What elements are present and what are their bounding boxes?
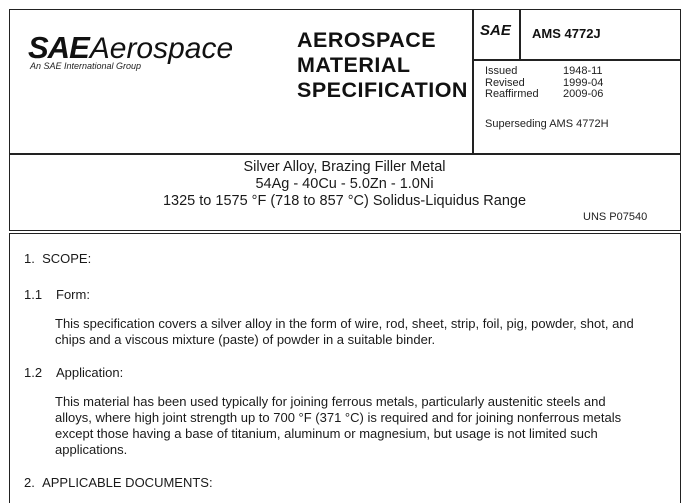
date-label: Issued bbox=[485, 65, 518, 77]
date-value: 2009-06 bbox=[563, 88, 604, 100]
paragraph-line: applications. bbox=[55, 442, 128, 457]
section-heading-form bbox=[24, 286, 90, 303]
section-number: 2. bbox=[24, 475, 35, 490]
section-number: 1.1 bbox=[24, 287, 43, 302]
header-divider bbox=[472, 9, 474, 155]
date-label: Revised bbox=[485, 76, 525, 89]
date-row-issued bbox=[485, 66, 603, 78]
section-title: Form: bbox=[56, 287, 90, 302]
uns-number: UNS P07540 bbox=[583, 211, 648, 223]
range-line: 1325 to 1575 °F (718 to 857 °C) Solidus-Liquidus Range bbox=[162, 193, 527, 209]
section-number: 1. bbox=[24, 251, 35, 266]
section-title: SCOPE: bbox=[42, 251, 92, 266]
section-title: Application: bbox=[56, 365, 124, 380]
paragraph-line: chips and a viscous mixture (paste) of powder in a suitable binder. bbox=[55, 332, 436, 347]
date-row-reaffirmed bbox=[485, 89, 603, 101]
sae-small-logo: SAE bbox=[480, 22, 511, 39]
section-heading-documents bbox=[24, 474, 213, 491]
date-label: Reaffirmed bbox=[485, 88, 539, 100]
section-heading-scope bbox=[24, 250, 91, 267]
paragraph-line: This specification covers a silver alloy in the form of wire, rod, sheet, strip, foil, pig, powder, shot, and bbox=[55, 316, 634, 331]
ams-number: AMS 4772J bbox=[532, 26, 601, 41]
spec-title-line: AEROSPACE bbox=[297, 28, 437, 52]
logo-aerospace-text: Aerospace bbox=[89, 32, 234, 65]
material-title: Silver Alloy, Brazing Filler Metal bbox=[243, 159, 446, 175]
date-value: 1948-11 bbox=[563, 65, 603, 77]
paragraph-line: except those having a base of titanium, aluminum or magnesium, but usage is not limited such bbox=[55, 426, 598, 441]
spec-title-line: SPECIFICATION bbox=[297, 78, 468, 102]
logo-sae-text: SAE bbox=[28, 30, 89, 65]
spec-type-title bbox=[297, 28, 468, 103]
header-row-divider bbox=[472, 59, 681, 61]
header-logo-divider bbox=[519, 9, 521, 60]
date-value: 1999-04 bbox=[563, 76, 604, 89]
logo-subtitle: An SAE International Group bbox=[30, 61, 142, 71]
composition-line: 54Ag - 40Cu - 5.0Zn - 1.0Ni bbox=[255, 176, 434, 192]
section-title: APPLICABLE DOCUMENTS: bbox=[42, 475, 213, 490]
paragraph-line: alloys, where high joint strength up to 700 °F (371 °C) is required and for joining nonferrous metals bbox=[55, 410, 622, 425]
section-heading-application bbox=[24, 364, 123, 381]
section-number: 1.2 bbox=[24, 365, 43, 380]
date-block bbox=[485, 66, 603, 101]
superseding-note: Superseding AMS 4772H bbox=[485, 118, 609, 130]
spec-title-line: MATERIAL bbox=[297, 53, 411, 77]
paragraph-line: This material has been used typically for joining ferrous metals, particularly austenitic steels and bbox=[55, 394, 606, 409]
